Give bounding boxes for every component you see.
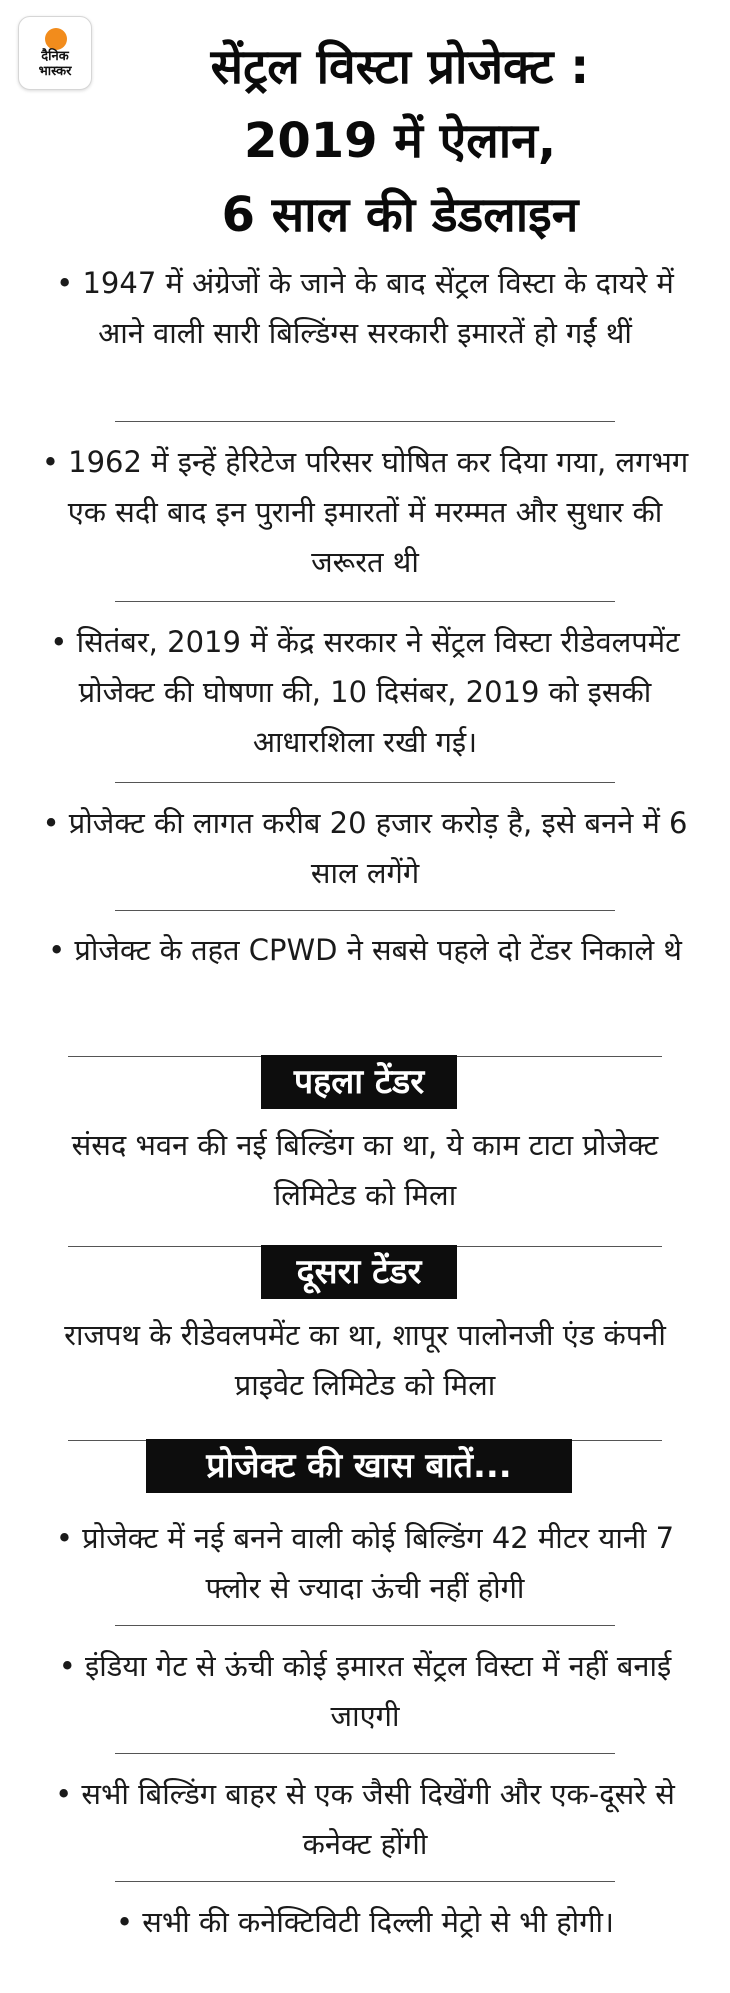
highlight-point-2: • इंडिया गेट से ऊंची कोई इमारत सेंट्रल विस्टा में नहीं बनाई जाएगी (58, 1649, 672, 1733)
page-title (100, 30, 700, 252)
tender1-heading: पहला टेंडर (261, 1055, 457, 1109)
intro-point-3: • सितंबर, 2019 में केंद्र सरकार ने सेंट्रल विस्टा रीडेवलपमेंट प्रोजेक्ट की घोषणा की, 10 दिसंबर, 2019 को इसकी आधारशिला रखी गई। (50, 625, 680, 759)
highlight-point-4: • सभी की कनेक्टिविटी दिल्ली मेट्रो से भी होगी। (115, 1905, 615, 1939)
sun-icon (45, 28, 67, 50)
logo-text-line2: भास्कर (38, 64, 72, 79)
divider (115, 421, 615, 422)
title-line-2: 2019 में ऐलान, (243, 113, 557, 169)
highlight-point-1: • प्रोजेक्ट में नई बनने वाली कोई बिल्डिंग 42 मीटर यानी 7 फ्लोर से ज्यादा ऊंची नहीं होगी (55, 1521, 675, 1605)
title-line-3: 6 साल की डेडलाइन (221, 187, 579, 243)
divider (115, 910, 615, 911)
dainik-bhaskar-logo (18, 16, 92, 90)
divider (115, 1881, 615, 1882)
highlights-heading: प्रोजेक्ट की खास बातें... (146, 1439, 572, 1493)
highlight-point-3: • सभी बिल्डिंग बाहर से एक जैसी दिखेंगी और एक-दूसरे से कनेक्ट होंगी (55, 1777, 675, 1861)
tender2-text: राजपथ के रीडेवलपमेंट का था, शापूर पालोनजी एंड कंपनी प्राइवेट लिमिटेड को मिला (64, 1318, 666, 1402)
intro-point-4: • प्रोजेक्ट की लागत करीब 20 हजार करोड़ है, इसे बनने में 6 साल लगेंगे (42, 806, 688, 890)
intro-point-2: • 1962 में इन्हें हेरिटेज परिसर घोषित कर दिया गया, लगभग एक सदी बाद इन पुरानी इमारतों में मरम्मत और सुधार की जरूरत थी (41, 445, 689, 579)
divider (115, 1625, 615, 1626)
divider (115, 601, 615, 602)
logo-text-line1: दैनिक (41, 49, 69, 64)
tender2-heading: दूसरा टेंडर (261, 1245, 457, 1299)
tender1-text: संसद भवन की नई बिल्डिंग का था, ये काम टाटा प्रोजेक्ट लिमिटेड को मिला (71, 1128, 659, 1212)
divider (115, 1753, 615, 1754)
intro-point-1: • 1947 में अंग्रेजों के जाने के बाद सेंट्रल विस्टा के दायरे में आने वाली सारी बिल्डिंग्स सरकारी इमारतें हो गईं थीं (56, 266, 674, 350)
divider (115, 782, 615, 783)
intro-point-5: • प्रोजेक्ट के तहत CPWD ने सबसे पहले दो टेंडर निकाले थे (48, 933, 682, 967)
title-line-1: सेंट्रल विस्टा प्रोजेक्ट : (210, 39, 590, 95)
